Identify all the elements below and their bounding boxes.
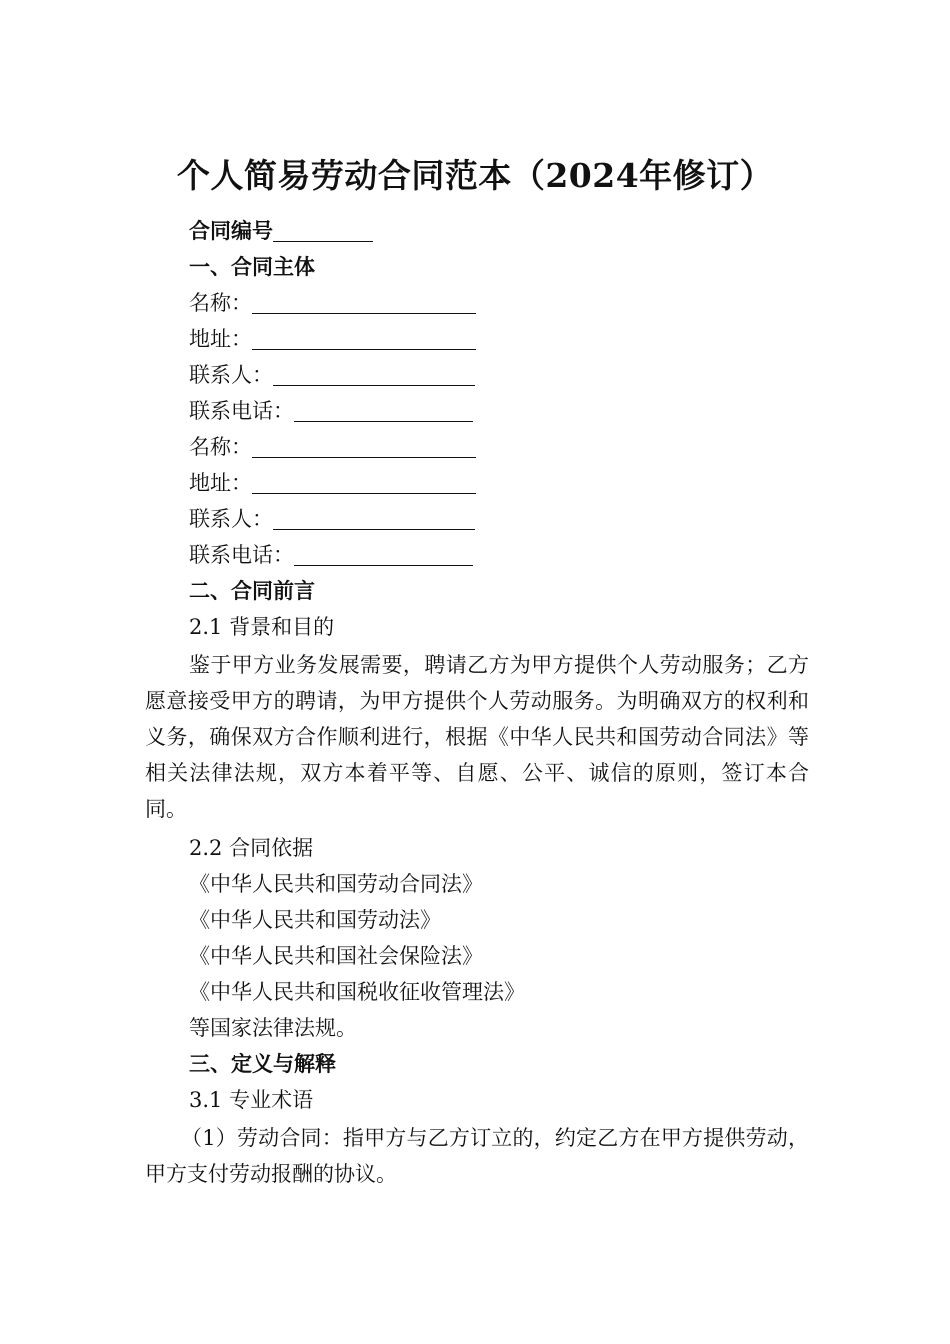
law-item: 《中华人民共和国劳动法》	[189, 908, 441, 932]
party-b-phone-label: 联系电话：	[189, 543, 294, 567]
party-a-phone-blank	[294, 399, 473, 422]
party-b-contact-blank	[273, 507, 475, 530]
party-a-phone-label: 联系电话：	[189, 399, 294, 423]
party-b-phone-row	[189, 542, 473, 568]
contract-number-row	[189, 218, 373, 244]
party-a-contact-row	[189, 362, 475, 388]
party-b-name-blank	[252, 435, 476, 458]
contract-number-blank	[273, 219, 373, 242]
subsection-3-1-heading: 3.1 专业术语	[189, 1088, 314, 1112]
laws-closing: 等国家法律法规。	[189, 1016, 357, 1040]
law-item: 《中华人民共和国税收征收管理法》	[189, 980, 525, 1004]
party-b-contact-label: 联系人：	[189, 507, 273, 531]
section1-heading: 一、合同主体	[189, 254, 315, 279]
party-a-name-blank	[252, 291, 476, 314]
subsection-2-1-heading: 2.1 背景和目的	[189, 615, 335, 639]
party-a-address-label: 地址：	[189, 327, 252, 351]
contract-number-label: 合同编号	[189, 218, 273, 243]
party-a-phone-row	[189, 398, 473, 424]
law-item: 《中华人民共和国劳动合同法》	[189, 872, 483, 896]
party-a-contact-label: 联系人：	[189, 363, 273, 387]
party-b-phone-blank	[294, 543, 473, 566]
party-b-contact-row	[189, 506, 475, 532]
party-b-address-row	[189, 470, 476, 496]
document-title: 个人简易劳动合同范本（2024年修订）	[176, 156, 774, 195]
section3-heading: 三、定义与解释	[189, 1051, 336, 1076]
law-item: 《中华人民共和国社会保险法》	[189, 944, 483, 968]
subsection-2-2-heading: 2.2 合同依据	[189, 836, 314, 860]
party-a-name-label: 名称：	[189, 291, 252, 315]
party-a-name-row	[189, 290, 476, 316]
section2-heading: 二、合同前言	[189, 578, 315, 603]
party-b-address-label: 地址：	[189, 471, 252, 495]
background-paragraph: 鉴于甲方业务发展需要，聘请乙方为甲方提供个人劳动服务；乙方愿意接受甲方的聘请，为甲方提供个人劳动服务。为明确双方的权利和义务，确保双方合作顺利进行，根据《中华人民共和国劳动合同法》等相关法律法规，双方本着平等、自愿、公平、诚信的原则，签订本合同。	[145, 653, 809, 821]
party-b-name-row	[189, 434, 476, 460]
party-b-name-label: 名称：	[189, 435, 252, 459]
party-a-address-blank	[252, 327, 476, 350]
party-b-address-blank	[252, 471, 476, 494]
party-a-contact-blank	[273, 363, 475, 386]
party-a-address-row	[189, 326, 476, 352]
definition-item: （1）劳动合同：指甲方与乙方订立的，约定乙方在甲方提供劳动，甲方支付劳动报酬的协议。	[145, 1126, 809, 1186]
